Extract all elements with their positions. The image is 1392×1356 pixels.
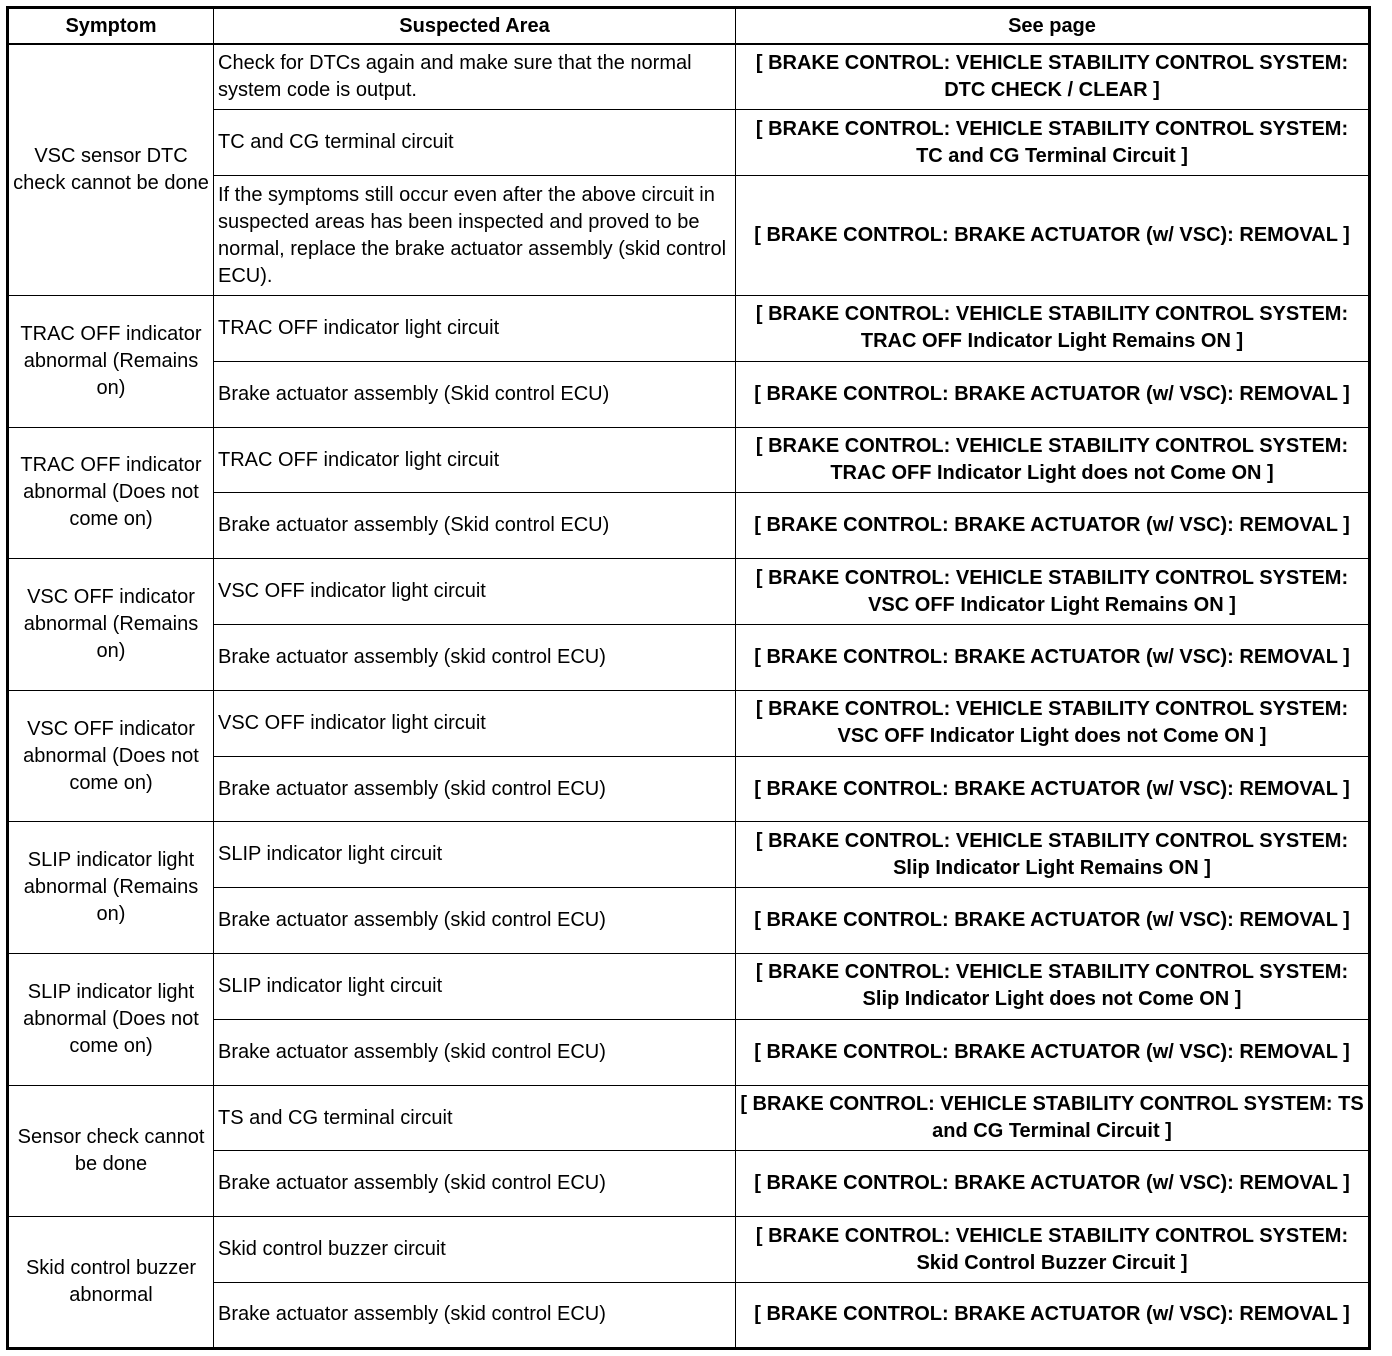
suspected-area-cell: If the symptoms still occur even after the above circuit in suspected areas has been inspected and proved to be normal, replace the brake actuator assembly (skid control ECU). [214,176,736,296]
symptom-cell: SLIP indicator light abnormal (Does not come on) [8,954,214,1086]
symptom-cell: VSC sensor DTC check cannot be done [8,44,214,296]
table-body [8,44,1370,1348]
suspected-area-cell: TS and CG terminal circuit [214,1085,736,1151]
see-page-link[interactable]: [ BRAKE CONTROL: VEHICLE STABILITY CONTROL SYSTEM: TRAC OFF Indicator Light does not Come ON ] [736,427,1370,493]
header-row [8,8,1370,45]
symptom-cell: SLIP indicator light abnormal (Remains on) [8,822,214,954]
table-row [8,44,1370,110]
see-page-link[interactable]: [ BRAKE CONTROL: VEHICLE STABILITY CONTROL SYSTEM: DTC CHECK / CLEAR ] [736,44,1370,110]
suspected-area-cell: Brake actuator assembly (skid control ECU) [214,888,736,954]
see-page-link[interactable]: [ BRAKE CONTROL: VEHICLE STABILITY CONTROL SYSTEM: VSC OFF Indicator Light does not Come ON ] [736,690,1370,756]
suspected-area-cell: Check for DTCs again and make sure that the normal system code is output. [214,44,736,110]
header-suspected-area: Suspected Area [214,8,736,45]
suspected-area-cell: VSC OFF indicator light circuit [214,690,736,756]
see-page-link[interactable]: [ BRAKE CONTROL: BRAKE ACTUATOR (w/ VSC): REMOVAL ] [736,1283,1370,1349]
suspected-area-cell: Brake actuator assembly (skid control ECU) [214,1019,736,1085]
see-page-link[interactable]: [ BRAKE CONTROL: BRAKE ACTUATOR (w/ VSC): REMOVAL ] [736,625,1370,691]
symptom-cell: TRAC OFF indicator abnormal (Remains on) [8,296,214,428]
suspected-area-cell: SLIP indicator light circuit [214,822,736,888]
table-row [8,1217,1370,1283]
table-row [8,427,1370,493]
suspected-area-cell: Brake actuator assembly (skid control ECU) [214,756,736,822]
suspected-area-cell: VSC OFF indicator light circuit [214,559,736,625]
symptom-table [6,6,1371,1350]
symptom-cell: Skid control buzzer abnormal [8,1217,214,1349]
see-page-link[interactable]: [ BRAKE CONTROL: VEHICLE STABILITY CONTROL SYSTEM: Slip Indicator Light Remains ON ] [736,822,1370,888]
suspected-area-cell: TRAC OFF indicator light circuit [214,296,736,362]
see-page-link[interactable]: [ BRAKE CONTROL: VEHICLE STABILITY CONTROL SYSTEM: TS and CG Terminal Circuit ] [736,1085,1370,1151]
suspected-area-cell: TRAC OFF indicator light circuit [214,427,736,493]
suspected-area-cell: Brake actuator assembly (skid control ECU) [214,625,736,691]
symptom-cell: Sensor check cannot be done [8,1085,214,1217]
table-row [8,296,1370,362]
see-page-link[interactable]: [ BRAKE CONTROL: VEHICLE STABILITY CONTROL SYSTEM: Slip Indicator Light does not Come ON ] [736,954,1370,1020]
symptom-cell: VSC OFF indicator abnormal (Does not come on) [8,690,214,822]
suspected-area-cell: Skid control buzzer circuit [214,1217,736,1283]
table-row [8,559,1370,625]
see-page-link[interactable]: [ BRAKE CONTROL: BRAKE ACTUATOR (w/ VSC): REMOVAL ] [736,888,1370,954]
see-page-link[interactable]: [ BRAKE CONTROL: VEHICLE STABILITY CONTROL SYSTEM: Skid Control Buzzer Circuit ] [736,1217,1370,1283]
table-row [8,822,1370,888]
see-page-link[interactable]: [ BRAKE CONTROL: VEHICLE STABILITY CONTROL SYSTEM: VSC OFF Indicator Light Remains ON ] [736,559,1370,625]
suspected-area-cell: Brake actuator assembly (Skid control ECU) [214,493,736,559]
table-row [8,1085,1370,1151]
table-row [8,954,1370,1020]
suspected-area-cell: TC and CG terminal circuit [214,110,736,176]
table-row [8,690,1370,756]
see-page-link[interactable]: [ BRAKE CONTROL: BRAKE ACTUATOR (w/ VSC): REMOVAL ] [736,176,1370,296]
suspected-area-cell: SLIP indicator light circuit [214,954,736,1020]
see-page-link[interactable]: [ BRAKE CONTROL: BRAKE ACTUATOR (w/ VSC): REMOVAL ] [736,1151,1370,1217]
symptom-cell: TRAC OFF indicator abnormal (Does not come on) [8,427,214,559]
suspected-area-cell: Brake actuator assembly (skid control ECU) [214,1151,736,1217]
see-page-link[interactable]: [ BRAKE CONTROL: BRAKE ACTUATOR (w/ VSC): REMOVAL ] [736,756,1370,822]
see-page-link[interactable]: [ BRAKE CONTROL: VEHICLE STABILITY CONTROL SYSTEM: TC and CG Terminal Circuit ] [736,110,1370,176]
suspected-area-cell: Brake actuator assembly (Skid control ECU) [214,361,736,427]
see-page-link[interactable]: [ BRAKE CONTROL: VEHICLE STABILITY CONTROL SYSTEM: TRAC OFF Indicator Light Remains ON ] [736,296,1370,362]
see-page-link[interactable]: [ BRAKE CONTROL: BRAKE ACTUATOR (w/ VSC): REMOVAL ] [736,1019,1370,1085]
see-page-link[interactable]: [ BRAKE CONTROL: BRAKE ACTUATOR (w/ VSC): REMOVAL ] [736,361,1370,427]
see-page-link[interactable]: [ BRAKE CONTROL: BRAKE ACTUATOR (w/ VSC): REMOVAL ] [736,493,1370,559]
header-see-page: See page [736,8,1370,45]
symptom-cell: VSC OFF indicator abnormal (Remains on) [8,559,214,691]
suspected-area-cell: Brake actuator assembly (skid control ECU) [214,1283,736,1349]
header-symptom: Symptom [8,8,214,45]
